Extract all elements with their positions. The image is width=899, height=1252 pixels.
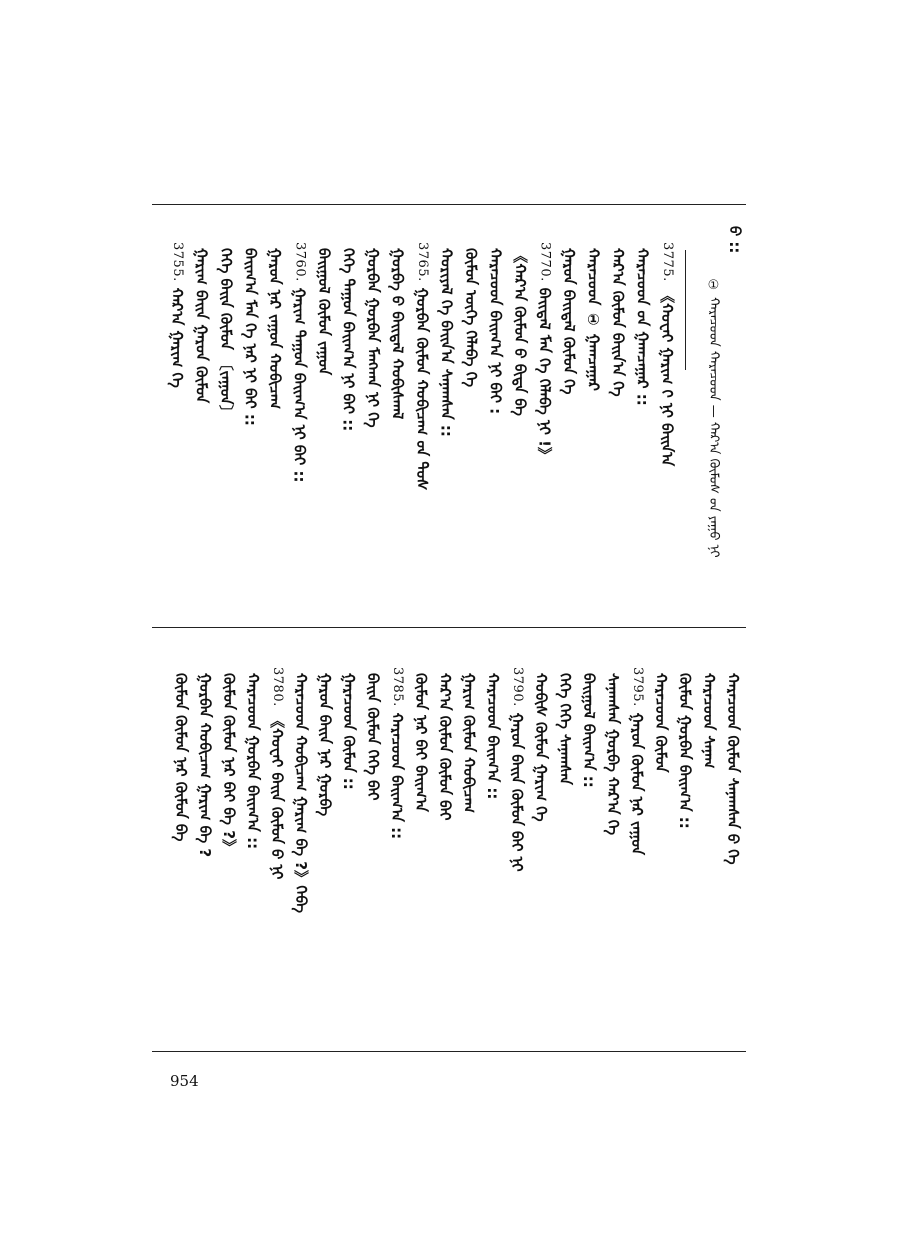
- footnote-marker: ①: [706, 278, 721, 293]
- lower-line: [197, 667, 212, 857]
- upper-line: [439, 242, 454, 437]
- footnote: [707, 278, 720, 558]
- upper-line: [561, 242, 576, 394]
- upper-line-text: 《ᠬᠠᠷ᠎ᠠ ᠬᠦᠮᠦᠨ ᠤ᠋ ᠪᠢᠳᠡ ᠪᠠ: [511, 248, 529, 416]
- lower-line-text: ᠬᠦᠮᠦᠨ ᠬᠦᠮᠦᠨ ᠨᠠᠷ ᠬᠦᠮᠦᠨ ᠪᠠ: [172, 673, 190, 842]
- upper-line: [194, 242, 209, 403]
- upper-line: [586, 242, 601, 391]
- upper-line: [365, 242, 380, 428]
- lower-line-text: ᠭᠠᠷᠢᠭ ᠬᠦᠮᠦᠨ ᠬᠤᠪᠢᠴᠠᠭ: [460, 673, 478, 813]
- upper-line: [390, 242, 405, 419]
- lower-line-text: ᠭᠠᠷᠤᠨ ᠬᠦᠮᠦᠨ ᠨᠠᠷ ᠵᠠᠭᠤᠨ: [628, 712, 646, 856]
- upper-line: [341, 242, 356, 431]
- lower-line-text: ᠭᠠᠷᠤᠨ ᠪᠠᠢᠨ ᠬᠦᠮᠦᠨ ᠪᠠᠢ ᠨᠢ: [508, 712, 526, 872]
- upper-line-text: ᠪᠠᠢᠭᠤᠯ ᠬᠦᠮᠦᠨ ᠵᠠᠭᠤᠨ: [315, 248, 333, 376]
- lower-line: [581, 667, 596, 788]
- upper-line-text: ᠭᠤᠷᠪᠠᠨ ᠬᠦᠮᠦᠨ ᠬᠤᠪᠢᠴᠠᠭ ᠤ᠋ᠨ ᠲᠤᠰ: [413, 287, 431, 491]
- lower-line-number: 3780.: [270, 667, 285, 707]
- upper-line: [610, 242, 625, 397]
- lower-line: [557, 667, 572, 785]
- lower-line: [485, 667, 500, 799]
- lower-line: [725, 667, 740, 865]
- upper-line: [635, 242, 650, 406]
- upper-line: [169, 242, 184, 388]
- footnote-text: ᠬᠠᠷᠠᠴᠤᠳ ᠬᠠᠷᠠᠴᠤᠳ — ᠬᠠᠷ᠎ᠠ ᠬᠦᠮᠦᠰ ᠤ᠋ᠨ ᠶᠠᠭᠤ ᠨᠢ: [706, 297, 721, 558]
- upper-line-number: 3770.: [537, 242, 553, 282]
- upper-line: [316, 242, 331, 375]
- upper-line-text: ᠬᠠᠷ᠎ᠠ ᠭᠠᠷᠢᠭ ᠭᠡ: [168, 287, 186, 388]
- page-number: 954: [170, 1072, 199, 1090]
- lower-line: [269, 667, 284, 879]
- upper-line-text: ᠭᠡᠭᠡ ᠳᠠᠭᠤᠨ ᠪᠠᠢᠭ᠎ᠠ ᠨᠢ ᠪᠠᠢ ::: [339, 248, 358, 432]
- lower-line-text: ᠬᠤᠪᠢᠰ ᠬᠦᠮᠦᠨ ᠭᠠᠷᠢᠭ ᠭᠡ: [532, 673, 550, 822]
- upper-block: [152, 220, 746, 620]
- lower-line: [461, 667, 476, 813]
- lower-line-text: ᠬᠠᠷᠠᠴᠤᠳ ᠪᠠᠢᠭ᠎ᠠ ::: [388, 712, 406, 840]
- lower-line-text: 《ᠬᠤᠸᠠᠢ ᠪᠠᠢᠨ ᠬᠦᠮᠦᠨ ᠤ᠋ ᠨᠢ: [268, 712, 286, 880]
- lower-line-number: 3790.: [510, 667, 525, 707]
- lower-line: [605, 667, 620, 835]
- lower-line-text: ᠬᠠᠷ᠎ᠠ ᠬᠦᠮᠦᠨ ᠬᠦᠮᠦᠨ ᠪᠠᠢ: [436, 673, 454, 821]
- lower-line-text: ᠬᠠᠷᠠᠴᠤᠳ ᠪᠠᠢᠭ᠎ᠠ ::: [484, 673, 502, 800]
- lower-line: [341, 667, 356, 790]
- lower-line: [389, 667, 404, 839]
- lower-line: [701, 667, 716, 768]
- lower-line: [173, 667, 188, 841]
- upper-line: [267, 242, 282, 409]
- upper-line: [243, 242, 258, 426]
- lower-line-text: ᠭᠡᠭᠡ ᠭᠡᠭᠡ ᠰᠠᠨᠠᠭᠰᠠᠨ: [556, 673, 574, 785]
- upper-line: [218, 242, 233, 420]
- middle-rule: [152, 627, 746, 628]
- upper-line-text: ᠪᠠᠢᠭ᠎ᠠ ᠮᠠᠨ ᠭᠡ ᠨᠠᠷ ᠨᠢ ᠪᠠᠢ ::: [241, 248, 260, 426]
- lower-line: [317, 667, 332, 816]
- upper-line-text: ᠭᠤᠷᠪᠠᠨ ᠭᠤᠷᠪᠠᠨ ᠮᠠᠩᠬᠠᠨ ᠨᠢ ᠭᠡ: [364, 248, 382, 428]
- upper-line-text: ᠬᠦᠮᠦᠨ ᠦᠭᠡ ᠬᠡᠯᠡᠪᠡ ᠭᠡ: [462, 248, 480, 388]
- lower-line: [509, 667, 524, 872]
- upper-line-text: ᠬᠠᠷᠠᠴᠤᠳ ᠤ᠋ᠨ ᠭᠠᠭᠴᠠᠭᠠᠷ ::: [633, 248, 652, 406]
- upper-line-text: ᠭᠤᠷᠪᠠ ᠤ᠋ ᠪᠠᠢᠳᠠᠯ ᠬᠤᠪᠢᠰᠬᠠᠯ: [388, 248, 407, 420]
- lower-line-text: ᠪᠠᠢᠭᠤᠯ ᠪᠠᠢᠭ᠎ᠠ ::: [580, 673, 598, 788]
- upper-line-text: ᠬᠠᠷᠠᠴᠤᠳ ① ᠭᠠᠭᠴᠠᠭᠠᠷ: [584, 248, 603, 391]
- lower-line-text: ᠬᠠᠷᠠᠴᠤᠳ ᠰᠠᠨᠠᠭ: [700, 673, 718, 769]
- lower-line: [293, 667, 308, 913]
- lower-line: [677, 667, 692, 829]
- upper-line: [659, 242, 674, 466]
- upper-line-text: ᠭᠠᠷᠢᠭ ᠪᠠᠢᠨ ᠭᠠᠷᠤᠨ ᠬᠦᠮᠦᠨ: [192, 248, 211, 404]
- upper-line-text: ᠪᠠᠢᠳᠠᠯ ᠮᠠᠨ ᠭᠡ ᠬᠡᠯᠡᠪᠡ ᠨᠢ !》: [535, 287, 554, 463]
- lower-line: [413, 667, 428, 812]
- lower-line-text: ᠬᠦᠮᠦᠨ ᠬᠦᠮᠦᠨ ᠨᠠᠷ ᠪᠠᠢ ᠪᠠ ?》: [220, 673, 238, 855]
- lower-line-number: 3795.: [630, 667, 645, 707]
- lower-line-text: ᠬᠠᠷᠠᠴᠤᠳ ᠬᠦᠮᠦᠨ ᠰᠠᠨᠠᠭᠰᠠᠨ ᠤ᠋ ᠭᠡ: [724, 673, 742, 865]
- lower-line-text: ᠪᠠᠢᠨ ᠬᠦᠮᠦᠨ ᠭᠡᠭᠡ ᠪᠠᠢ: [364, 673, 382, 801]
- lower-line-text: ᠭᠤᠷᠪᠠᠨ ᠬᠤᠪᠢᠴᠠᠭ ᠭᠠᠷᠢᠭ ᠪᠠ ?: [196, 673, 214, 858]
- upper-line-text: ᠭᠠᠷᠤᠨ ᠨᠠᠷ ᠵᠠᠭᠤᠨ ᠬᠤᠪᠢᠴᠠᠭ: [266, 248, 284, 410]
- upper-line-text: ᠬᠤᠷᠢᠶᠠᠯ ᠭᠡ ᠪᠠᠢᠨ᠎ᠠ ᠰᠠᠨᠠᠭᠰᠠᠨ ::: [437, 248, 456, 437]
- lower-line: [221, 667, 236, 854]
- upper-line-text: ᠭᠠᠷᠢᠭ ᠳᠠᠭᠤᠨ ᠪᠠᠢᠭ᠎ᠠ ᠨᠢ ᠪᠠᠢ ::: [290, 287, 309, 483]
- lower-line: [365, 667, 380, 801]
- upper-line-number: 3760.: [292, 242, 308, 282]
- upper-line-text: ᠭᠠᠷᠤᠨ ᠪᠠᠢᠳᠠᠯ ᠬᠦᠮᠦᠨ ᠭᠡ: [560, 248, 578, 395]
- lower-line-text: ᠭᠠᠷᠤᠨ ᠪᠠᠢᠨ ᠨᠠᠷ ᠭᠤᠷᠪᠠ: [316, 673, 334, 817]
- lower-line-text: ᠭᠠᠷᠠᠴᠤᠳ ᠬᠦᠮᠦᠨ ::: [340, 673, 358, 790]
- lower-line-text: ᠰᠠᠨᠠᠭᠰᠠᠨ ᠭᠤᠷᠪᠠ ᠬᠠᠷ᠎ᠠ ᠭᠡ: [604, 673, 622, 836]
- bottom-rule: [152, 1051, 746, 1052]
- upper-line: [537, 242, 552, 462]
- lower-line: [629, 667, 644, 855]
- upper-line: [292, 242, 307, 483]
- upper-line-text: ᠬᠠᠷᠠᠴᠤᠳ ᠪᠠᠢᠭ᠎ᠠ ᠨᠢ ᠪᠠᠢ :: [486, 248, 505, 415]
- lower-block: [152, 645, 746, 1045]
- top-rule: [152, 204, 746, 205]
- upper-line: [414, 242, 429, 490]
- lower-line-text: ᠬᠦᠮᠦᠨ ᠨᠠᠷ ᠪᠠᠢ ᠪᠠᠢᠭ᠎ᠠ: [412, 673, 430, 812]
- lower-line-number: 3785.: [390, 667, 405, 707]
- lower-line: [437, 667, 452, 821]
- upper-line-text: 《ᠬᠤᠸᠠᠢ ᠭᠠᠷᠢᠭ ᠢ᠋ ᠨᠢ ᠪᠠᠢᠨ᠎ᠠ: [658, 287, 676, 467]
- upper-line-text: ᠬᠠᠷ᠎ᠠ ᠬᠦᠮᠦᠨ ᠪᠠᠢᠨ᠎ᠠ ᠭᠡ: [609, 248, 627, 397]
- lower-line-text: ᠬᠠᠷᠠᠴᠤᠳ ᠬᠤᠪᠢᠴᠠᠭ ᠭᠠᠷᠢᠭ ᠪᠠ ?》ᠭᠡᠪᠡ: [292, 673, 310, 914]
- lower-line-text: ᠬᠠᠷᠠᠴᠤᠳ ᠭᠤᠷᠪᠠᠨ ᠪᠠᠢᠭ᠎ᠠ ::: [244, 673, 262, 850]
- upper-line: [512, 242, 527, 416]
- upper-line-number: 3765.: [415, 242, 430, 282]
- upper-line: [488, 242, 503, 414]
- lower-line: [533, 667, 548, 822]
- lower-line: [653, 667, 668, 772]
- upper-line-text: ᠭᠡᠭᠡ ᠪᠠᠢᠨ ᠬᠦᠮᠦᠨ 〔ᠵᠠᠭᠤᠨ〕: [217, 248, 235, 421]
- lower-line: [245, 667, 260, 849]
- top-mark: ᠤ᠋ ::: [726, 226, 744, 254]
- lower-line-text: ᠬᠠᠷᠠᠴᠤᠳ ᠬᠦᠮᠦᠨ: [652, 673, 670, 773]
- upper-line-number: 3775.: [660, 242, 675, 282]
- upper-line-number: 3755.: [170, 242, 185, 282]
- upper-line: [463, 242, 478, 387]
- lower-line-text: ᠬᠦᠮᠦᠨ ᠭᠤᠷᠪᠠᠨ ᠪᠠᠢᠭ᠎ᠠ ::: [676, 673, 694, 829]
